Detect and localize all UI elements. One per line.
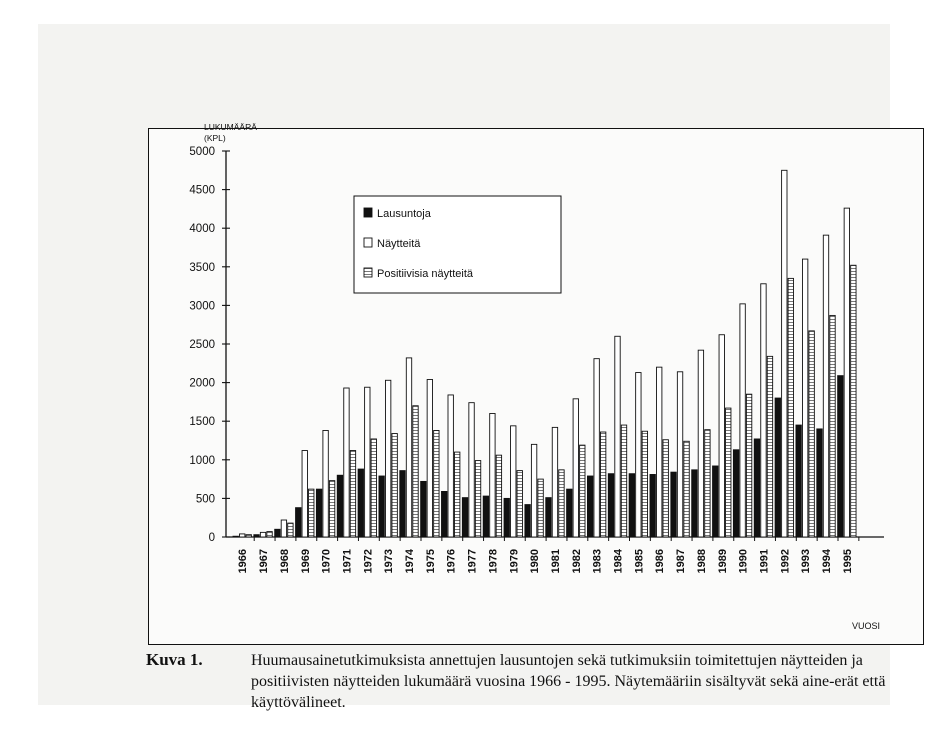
x-tick-label: 1985 bbox=[633, 549, 646, 574]
x-tick-label: 1989 bbox=[716, 549, 729, 574]
bar-positiivisia-näytteitä-1984 bbox=[621, 425, 626, 537]
x-tick-label: 1977 bbox=[466, 549, 479, 574]
bar-näytteitä-1995 bbox=[844, 208, 849, 537]
y-tick-label: 2500 bbox=[189, 339, 215, 351]
legend-entry-label: Lausuntoja bbox=[377, 208, 431, 220]
legend-entry-label: Positiivisia näytteitä bbox=[377, 268, 473, 280]
x-tick-label: 1995 bbox=[841, 549, 854, 574]
bar-näytteitä-1981 bbox=[552, 427, 557, 537]
bar-positiivisia-näytteitä-1978 bbox=[496, 455, 501, 537]
bar-positiivisia-näytteitä-1987 bbox=[684, 441, 689, 537]
bar-positiivisia-näytteitä-1980 bbox=[538, 479, 543, 537]
bar-näytteitä-1969 bbox=[302, 451, 307, 537]
bar-näytteitä-1977 bbox=[469, 403, 474, 537]
bar-näytteitä-1975 bbox=[427, 380, 432, 537]
x-tick-label: 1986 bbox=[654, 549, 667, 574]
bar-näytteitä-1976 bbox=[448, 395, 453, 537]
caption-text: Huumausainetutkimuksista annettujen lausuntojen sekä tutkimuksiin toimitettujen näytteiden ja positiivisten näytteiden lukumäärä vuosina 1966 - 1995. Näytemääriin sisältyvät sekä aine-erät että käyttövälineet. bbox=[251, 652, 886, 711]
bar-lausuntoja-1979 bbox=[504, 498, 509, 537]
x-tick-label: 1974 bbox=[404, 549, 416, 574]
y-tick-label: 1500 bbox=[189, 416, 215, 429]
x-tick-label: 1975 bbox=[424, 549, 437, 574]
chart-frame bbox=[148, 122, 924, 645]
bar-lausuntoja-1975 bbox=[421, 481, 426, 537]
bar-lausuntoja-1993 bbox=[796, 425, 801, 537]
bar-lausuntoja-1966 bbox=[233, 536, 238, 537]
bar-positiivisia-näytteitä-1971 bbox=[350, 451, 355, 537]
bar-lausuntoja-1971 bbox=[337, 475, 342, 537]
bar-näytteitä-1983 bbox=[594, 359, 599, 537]
x-tick-label: 1968 bbox=[278, 549, 291, 574]
bar-näytteitä-1985 bbox=[636, 373, 641, 537]
bar-lausuntoja-1995 bbox=[838, 376, 843, 537]
y-tick-label: 4000 bbox=[189, 223, 215, 236]
y-tick-label: 0 bbox=[208, 532, 215, 544]
bar-positiivisia-näytteitä-1966 bbox=[246, 535, 251, 537]
bar-näytteitä-1968 bbox=[281, 520, 286, 537]
bar-lausuntoja-1977 bbox=[462, 498, 467, 537]
y-tick-label: 4500 bbox=[189, 184, 215, 197]
x-tick-label: 1991 bbox=[758, 549, 771, 574]
bar-positiivisia-näytteitä-1982 bbox=[580, 445, 585, 537]
bar-positiivisia-näytteitä-1983 bbox=[600, 432, 605, 537]
bar-positiivisia-näytteitä-1992 bbox=[788, 278, 793, 537]
bar-näytteitä-1986 bbox=[657, 367, 662, 537]
bar-näytteitä-1970 bbox=[323, 430, 328, 537]
x-tick-label: 1994 bbox=[821, 549, 833, 574]
bar-näytteitä-1973 bbox=[385, 380, 390, 537]
bar-lausuntoja-1969 bbox=[296, 508, 301, 537]
bar-näytteitä-1991 bbox=[761, 284, 766, 537]
y-tick-label: 1000 bbox=[189, 454, 215, 467]
bar-positiivisia-näytteitä-1972 bbox=[371, 439, 376, 537]
y-tick-label: 500 bbox=[195, 493, 215, 506]
bar-positiivisia-näytteitä-1974 bbox=[413, 406, 418, 537]
x-tick-label: 1978 bbox=[487, 549, 500, 574]
bar-lausuntoja-1983 bbox=[587, 476, 592, 537]
bar-näytteitä-1982 bbox=[573, 399, 578, 537]
x-tick-label: 1993 bbox=[800, 549, 813, 574]
bar-lausuntoja-1973 bbox=[379, 476, 384, 537]
legend-entry-label: Näytteitä bbox=[377, 238, 421, 250]
bar-positiivisia-näytteitä-1986 bbox=[663, 440, 668, 537]
x-tick-label: 1966 bbox=[237, 549, 250, 574]
bar-lausuntoja-1967 bbox=[254, 535, 259, 537]
bar-lausuntoja-1970 bbox=[316, 489, 321, 537]
bar-näytteitä-1994 bbox=[823, 235, 828, 537]
figure-caption bbox=[146, 650, 926, 730]
bar-positiivisia-näytteitä-1967 bbox=[267, 532, 272, 537]
bar-positiivisia-näytteitä-1985 bbox=[642, 431, 647, 537]
y-tick-label: 5000 bbox=[189, 146, 215, 158]
bar-näytteitä-1978 bbox=[490, 413, 495, 537]
bar-positiivisia-näytteitä-1994 bbox=[830, 315, 835, 537]
x-tick-label: 1982 bbox=[570, 549, 583, 574]
y-tick-label: 2000 bbox=[189, 377, 215, 390]
y-axis-label: (KPL) bbox=[204, 133, 226, 143]
bar-chart bbox=[149, 122, 923, 644]
bar-näytteitä-1984 bbox=[615, 336, 620, 537]
bar-lausuntoja-1984 bbox=[608, 474, 613, 537]
x-tick-label: 1979 bbox=[508, 549, 521, 574]
legend-swatch bbox=[364, 268, 372, 277]
bar-positiivisia-näytteitä-1975 bbox=[434, 430, 439, 537]
bar-näytteitä-1990 bbox=[740, 304, 745, 537]
bar-lausuntoja-1981 bbox=[546, 498, 551, 537]
bar-näytteitä-1966 bbox=[240, 534, 245, 537]
bar-näytteitä-1987 bbox=[677, 372, 682, 537]
bar-näytteitä-1988 bbox=[698, 350, 703, 537]
x-tick-label: 1971 bbox=[341, 549, 354, 574]
x-tick-label: 1970 bbox=[320, 549, 333, 574]
bar-lausuntoja-1985 bbox=[629, 474, 634, 537]
caption-label: Kuva 1. bbox=[146, 650, 203, 669]
x-tick-label: 1990 bbox=[737, 549, 750, 574]
bar-lausuntoja-1982 bbox=[567, 489, 572, 537]
bar-näytteitä-1971 bbox=[344, 388, 349, 537]
scanned-page bbox=[38, 24, 890, 711]
x-tick-label: 1976 bbox=[445, 549, 458, 574]
bar-näytteitä-1974 bbox=[406, 358, 411, 537]
x-axis-label: VUOSI bbox=[852, 621, 881, 631]
bar-positiivisia-näytteitä-1991 bbox=[767, 356, 772, 537]
y-axis-label: LUKUMÄÄRÄ bbox=[204, 122, 257, 132]
bar-lausuntoja-1988 bbox=[692, 470, 697, 537]
bar-positiivisia-näytteitä-1969 bbox=[309, 489, 314, 537]
bar-positiivisia-näytteitä-1989 bbox=[726, 408, 731, 537]
bar-positiivisia-näytteitä-1988 bbox=[705, 430, 710, 537]
bar-positiivisia-näytteitä-1970 bbox=[329, 481, 334, 537]
bar-positiivisia-näytteitä-1979 bbox=[517, 471, 522, 537]
bar-lausuntoja-1989 bbox=[713, 466, 718, 537]
legend-swatch bbox=[364, 238, 372, 247]
bar-näytteitä-1979 bbox=[511, 426, 516, 537]
bar-positiivisia-näytteitä-1968 bbox=[288, 523, 293, 537]
legend-swatch bbox=[364, 208, 372, 217]
bar-lausuntoja-1978 bbox=[483, 496, 488, 537]
bar-näytteitä-1980 bbox=[531, 444, 536, 537]
x-tick-label: 1972 bbox=[362, 549, 375, 574]
x-tick-label: 1980 bbox=[529, 549, 542, 574]
x-tick-label: 1988 bbox=[695, 549, 708, 574]
bar-positiivisia-näytteitä-1977 bbox=[475, 461, 480, 537]
y-tick-label: 3500 bbox=[189, 261, 215, 274]
bar-positiivisia-näytteitä-1993 bbox=[809, 331, 814, 537]
bar-lausuntoja-1990 bbox=[733, 450, 738, 537]
bar-lausuntoja-1968 bbox=[275, 529, 280, 537]
bar-lausuntoja-1980 bbox=[525, 505, 530, 537]
x-tick-label: 1969 bbox=[299, 549, 312, 574]
bar-näytteitä-1993 bbox=[802, 259, 807, 537]
y-tick-label: 3000 bbox=[189, 300, 215, 313]
bar-lausuntoja-1972 bbox=[358, 469, 363, 537]
x-tick-label: 1992 bbox=[779, 549, 792, 574]
bar-positiivisia-näytteitä-1976 bbox=[455, 452, 460, 537]
x-tick-label: 1987 bbox=[675, 549, 688, 574]
bar-lausuntoja-1994 bbox=[817, 429, 822, 537]
bar-positiivisia-näytteitä-1973 bbox=[392, 434, 397, 537]
x-tick-label: 1984 bbox=[612, 549, 625, 574]
bar-positiivisia-näytteitä-1995 bbox=[851, 265, 856, 537]
x-tick-label: 1967 bbox=[258, 549, 271, 574]
bar-lausuntoja-1992 bbox=[775, 398, 780, 537]
bar-positiivisia-näytteitä-1981 bbox=[559, 470, 564, 537]
x-tick-label: 1973 bbox=[383, 549, 396, 574]
bar-lausuntoja-1991 bbox=[754, 439, 759, 537]
bar-lausuntoja-1976 bbox=[442, 491, 447, 537]
bar-lausuntoja-1987 bbox=[671, 472, 676, 537]
bar-näytteitä-1972 bbox=[365, 387, 370, 537]
bar-näytteitä-1967 bbox=[260, 532, 265, 537]
x-tick-label: 1983 bbox=[591, 549, 604, 574]
bar-lausuntoja-1974 bbox=[400, 471, 405, 537]
x-tick-label: 1981 bbox=[549, 549, 562, 574]
bar-näytteitä-1992 bbox=[782, 170, 787, 537]
bar-positiivisia-näytteitä-1990 bbox=[746, 394, 751, 537]
bar-näytteitä-1989 bbox=[719, 335, 724, 537]
bar-lausuntoja-1986 bbox=[650, 474, 655, 537]
